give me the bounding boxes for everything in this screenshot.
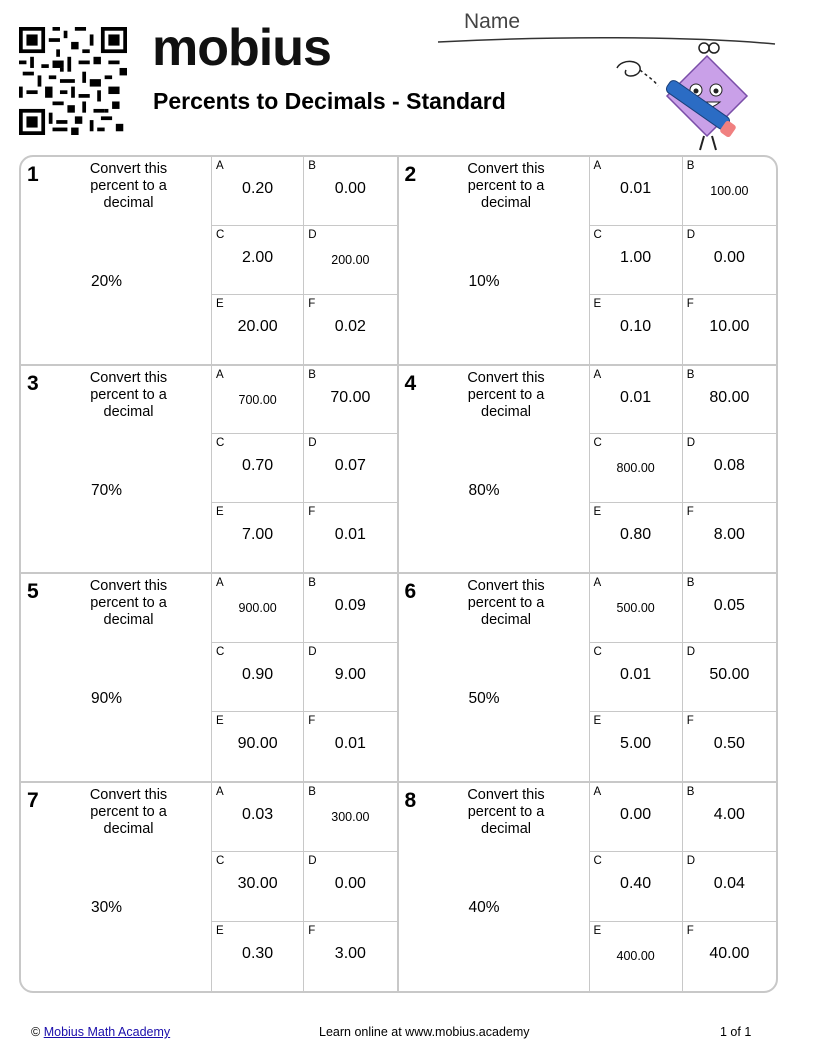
answer-choice-b[interactable] (683, 157, 776, 226)
problem-percent: 90% (91, 690, 123, 707)
answer-choice-e[interactable] (590, 922, 683, 992)
problem-1 (21, 157, 399, 366)
choice-value: 100.00 (710, 184, 749, 198)
answer-choice-b[interactable] (304, 574, 396, 643)
choice-value: 3.00 (334, 944, 366, 962)
choice-label: F (686, 506, 694, 519)
choice-value: 20.00 (237, 317, 278, 335)
answer-choices (211, 366, 397, 573)
choice-label: E (593, 297, 602, 310)
choice-value: 0.01 (334, 526, 366, 544)
answer-choice-d[interactable] (304, 643, 396, 712)
choice-value: 80.00 (709, 388, 750, 406)
answer-choice-a[interactable] (590, 366, 683, 435)
answer-choice-a[interactable] (590, 574, 683, 643)
choice-label: E (216, 506, 224, 519)
problem-number: 7 (27, 788, 39, 812)
qr-code (18, 27, 128, 135)
choice-label: B (686, 785, 695, 798)
choice-label: D (686, 437, 696, 450)
choice-label: F (686, 924, 694, 937)
answer-choice-f[interactable] (304, 712, 396, 781)
problem-7 (21, 783, 399, 992)
choice-value: 1.00 (620, 248, 652, 266)
choice-label: B (308, 577, 316, 589)
answer-choice-e[interactable] (212, 503, 304, 572)
choice-value: 0.01 (620, 180, 652, 197)
problem-number: 1 (27, 163, 39, 186)
name-label: Name (464, 10, 521, 33)
choice-value: 0.07 (334, 457, 366, 475)
choice-value: 0.30 (242, 944, 274, 962)
answer-choice-c[interactable] (590, 643, 683, 712)
choice-label: E (593, 714, 602, 727)
choice-value: 0.70 (242, 457, 274, 475)
choice-label: C (593, 437, 602, 450)
answer-choice-e[interactable] (590, 712, 683, 781)
choice-label: B (308, 785, 316, 798)
answer-choice-c[interactable] (212, 852, 304, 922)
answer-choices (589, 783, 777, 992)
choice-value: 0.01 (334, 734, 366, 752)
choice-label: D (308, 228, 317, 241)
choice-value: 70.00 (330, 388, 371, 406)
problem-number: 2 (404, 163, 417, 186)
choice-value: 9.00 (334, 665, 366, 683)
mascot-illustration (612, 38, 757, 153)
choice-label: C (216, 228, 225, 241)
answer-choice-c[interactable] (212, 434, 304, 503)
choice-label: C (216, 855, 225, 867)
choice-label: A (593, 368, 602, 381)
problem-percent: 10% (468, 273, 500, 290)
answer-choices (211, 783, 397, 992)
answer-choices (211, 574, 397, 781)
answer-choice-e[interactable] (212, 712, 304, 781)
answer-choice-f[interactable] (304, 503, 396, 572)
answer-choice-b[interactable] (304, 157, 396, 226)
answer-choice-a[interactable] (212, 157, 304, 226)
answer-choice-f[interactable] (683, 922, 776, 992)
choice-label: F (308, 297, 316, 310)
choice-value: 10.00 (709, 317, 750, 335)
problem-4 (399, 366, 777, 575)
choice-value: 0.02 (334, 317, 366, 335)
answer-choice-f[interactable] (683, 295, 776, 364)
choice-value: 50.00 (709, 665, 750, 683)
page-indicator: 1 of 1 (720, 1025, 752, 1039)
answer-choice-e[interactable] (212, 295, 304, 364)
answer-choice-d[interactable] (304, 852, 396, 922)
choice-label: A (593, 160, 602, 172)
problems-grid (19, 155, 778, 993)
answer-choice-a[interactable] (590, 157, 683, 226)
choice-value: 0.80 (620, 526, 652, 544)
problem-8 (399, 783, 777, 992)
choice-label: D (686, 228, 696, 241)
problem-number: 5 (27, 580, 39, 603)
problem-prompt: Convert this percent to a decimal (467, 786, 545, 837)
choice-label: C (593, 228, 602, 241)
answer-choice-e[interactable] (590, 295, 683, 364)
answer-choices (589, 366, 777, 573)
choice-label: D (686, 645, 696, 658)
answer-choice-d[interactable] (304, 226, 396, 295)
answer-choice-c[interactable] (212, 643, 304, 712)
choice-value: 0.40 (620, 875, 652, 892)
answer-choice-e[interactable] (212, 922, 304, 992)
answer-choice-b[interactable] (683, 366, 776, 435)
problem-prompt: Convert this percent to a decimal (89, 786, 168, 837)
choice-label: D (686, 855, 696, 867)
problem-prompt: Convert this percent to a decimal (89, 161, 168, 211)
choice-value: 0.50 (713, 734, 745, 752)
choice-value: 0.08 (713, 457, 745, 475)
answer-choice-d[interactable] (683, 226, 776, 295)
choice-label: A (593, 785, 602, 798)
problem-prompt: Convert this percent to a decimal (467, 578, 545, 628)
choice-label: A (216, 368, 224, 381)
problem-number: 8 (404, 788, 417, 812)
choice-value: 0.09 (334, 597, 366, 614)
choice-label: E (216, 297, 224, 310)
problem-percent: 40% (468, 898, 500, 916)
problem-prompt: Convert this percent to a decimal (467, 369, 545, 420)
answer-choice-b[interactable] (683, 574, 776, 643)
choice-label: B (308, 368, 316, 381)
choice-label: B (686, 577, 695, 589)
choice-label: E (216, 714, 224, 727)
choice-value: 0.00 (620, 805, 652, 823)
choice-value: 0.90 (242, 665, 274, 683)
answer-choice-d[interactable] (683, 852, 776, 922)
choice-value: 8.00 (713, 526, 745, 544)
choice-label: E (593, 506, 602, 519)
choice-label: F (686, 714, 694, 727)
problem-percent: 70% (91, 481, 123, 499)
footer-learn-online: Learn online at www.mobius.academy (319, 1025, 530, 1039)
answer-choices (211, 157, 397, 364)
choice-value: 0.01 (620, 388, 652, 406)
choice-value: 0.00 (334, 180, 366, 197)
choice-label: A (593, 577, 602, 589)
answer-choice-c[interactable] (590, 434, 683, 503)
choice-label: C (216, 645, 225, 658)
answer-choice-b[interactable] (304, 783, 396, 853)
choice-label: D (308, 437, 317, 450)
choice-label: F (686, 297, 694, 310)
answer-choice-c[interactable] (590, 852, 683, 922)
answer-choice-f[interactable] (304, 922, 396, 992)
answer-choice-d[interactable] (683, 434, 776, 503)
choice-value: 200.00 (331, 252, 370, 267)
copyright-symbol: © (31, 1025, 41, 1039)
choice-value: 0.05 (713, 597, 745, 614)
choice-value: 30.00 (237, 875, 278, 892)
problem-percent: 20% (91, 273, 123, 290)
choice-label: C (593, 645, 602, 658)
choice-label: E (593, 924, 602, 937)
choice-value: 2.00 (242, 248, 274, 266)
answer-choice-b[interactable] (304, 366, 396, 435)
academy-link[interactable]: Mobius Math Academy (43, 1025, 171, 1039)
answer-choices (589, 574, 777, 781)
mobius-logo: mobius (152, 19, 331, 77)
problem-number: 3 (27, 371, 39, 395)
answer-choice-e[interactable] (590, 503, 683, 572)
choice-value: 0.20 (242, 180, 274, 197)
choice-label: B (308, 160, 316, 172)
choice-label: D (308, 645, 317, 658)
choice-value: 0.03 (242, 805, 274, 823)
problem-number: 4 (404, 371, 417, 395)
problem-prompt: Convert this percent to a decimal (89, 369, 168, 420)
choice-value: 800.00 (616, 461, 655, 476)
choice-label: C (216, 437, 225, 450)
problem-prompt: Convert this percent to a decimal (89, 578, 168, 628)
answer-choice-a[interactable] (590, 783, 683, 853)
answer-choice-a[interactable] (212, 366, 304, 435)
problem-percent: 30% (91, 898, 123, 916)
answer-choices (589, 157, 777, 364)
choice-value: 400.00 (616, 948, 655, 963)
problem-5 (21, 574, 399, 783)
choice-value: 0.04 (713, 875, 745, 892)
choice-value: 7.00 (242, 526, 274, 544)
choice-label: B (686, 160, 695, 172)
problem-3 (21, 366, 399, 575)
choice-value: 900.00 (238, 601, 277, 615)
choice-value: 300.00 (331, 809, 370, 824)
choice-label: A (216, 577, 224, 589)
choice-label: A (216, 160, 224, 172)
problem-number: 6 (404, 580, 417, 603)
choice-label: C (593, 855, 602, 867)
choice-label: F (308, 506, 316, 519)
answer-choice-f[interactable] (683, 503, 776, 572)
answer-choice-a[interactable] (212, 783, 304, 853)
choice-label: A (216, 785, 224, 798)
choice-value: 0.00 (334, 875, 366, 892)
answer-choice-f[interactable] (683, 712, 776, 781)
choice-value: 500.00 (616, 601, 655, 615)
choice-label: D (308, 855, 317, 867)
choice-label: E (216, 924, 224, 937)
choice-value: 5.00 (620, 734, 652, 752)
choice-label: B (686, 368, 695, 381)
page-title: Percents to Decimals - Standard (153, 88, 506, 114)
choice-value: 0.01 (620, 665, 652, 683)
choice-value: 0.10 (620, 317, 652, 335)
problem-percent: 50% (468, 690, 500, 707)
answer-choice-c[interactable] (212, 226, 304, 295)
answer-choice-d[interactable] (304, 434, 396, 503)
answer-choice-a[interactable] (212, 574, 304, 643)
problem-6 (399, 574, 777, 783)
choice-label: F (308, 924, 316, 937)
answer-choice-d[interactable] (683, 643, 776, 712)
choice-label: F (308, 714, 316, 727)
problem-2 (399, 157, 777, 366)
problem-prompt: Convert this percent to a decimal (467, 161, 545, 211)
answer-choice-f[interactable] (304, 295, 396, 364)
choice-value: 90.00 (237, 734, 278, 752)
problem-percent: 80% (468, 481, 500, 499)
choice-value: 700.00 (238, 392, 277, 407)
choice-value: 40.00 (709, 944, 750, 962)
choice-value: 0.00 (713, 248, 745, 266)
choice-value: 4.00 (713, 805, 745, 823)
footer-copyright (31, 1025, 170, 1039)
answer-choice-c[interactable] (590, 226, 683, 295)
answer-choice-b[interactable] (683, 783, 776, 853)
